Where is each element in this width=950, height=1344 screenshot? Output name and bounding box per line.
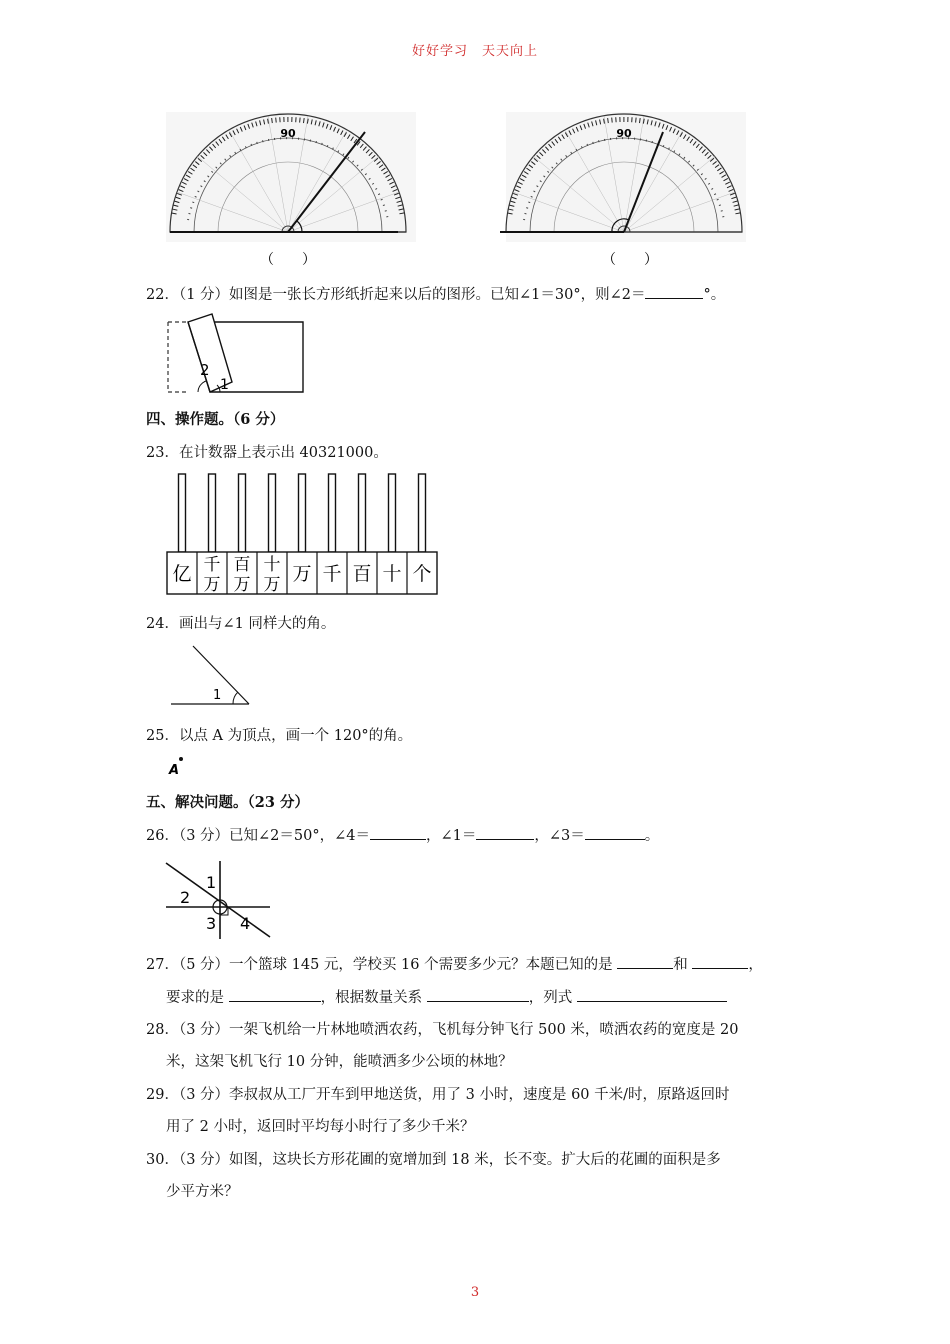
angle-label-1: 1	[206, 873, 217, 892]
question-27-line-1: 27．（5 分）一个篮球 145 元，学校买 16 个需要多少元？本题已知的是 和 ，	[146, 953, 763, 974]
question-27-line-2: 要求的是 ，根据数量关系 ，列式	[166, 986, 727, 1007]
protractor-figures	[160, 110, 760, 270]
section-5-heading: 五、解决问题。（23 分）	[146, 794, 309, 811]
page-number: 3	[470, 1285, 480, 1300]
protractor-90-label-right: 90	[616, 127, 632, 140]
intersecting-lines-figure	[162, 855, 274, 941]
question-26: 26．（3 分）已知∠2＝50°，∠4＝ ，∠1＝ ，∠3＝ 。	[146, 824, 659, 845]
answer-blank-27-known-2[interactable]	[692, 954, 748, 969]
angle-1-figure	[165, 640, 260, 710]
angle-2-label: 2	[200, 361, 210, 379]
folded-paper-figure	[160, 312, 310, 398]
abacus-rod[interactable]	[179, 474, 186, 552]
abacus-rod[interactable]	[419, 474, 426, 552]
abacus-figure	[165, 470, 440, 598]
protractor-answer-right: （ ）	[602, 252, 658, 268]
abacus-rod[interactable]	[329, 474, 336, 552]
answer-blank-26-angle1[interactable]	[476, 825, 534, 840]
abacus-rod[interactable]	[269, 474, 276, 552]
place-label-top: 千	[203, 555, 221, 575]
place-label: 十	[382, 563, 402, 585]
page-header: 好好学习 天天向上	[411, 44, 538, 59]
angle-1-label: 1	[220, 377, 229, 393]
angle-1-figure-label: 1	[213, 688, 222, 703]
question-22: 22．（1 分）如图是一张长方形纸折起来以后的图形。已知∠1＝30°，则∠2＝ °。	[146, 283, 725, 304]
place-label: 万	[292, 563, 312, 585]
place-label-bottom: 万	[233, 575, 251, 595]
place-label: 亿	[172, 563, 192, 585]
question-30-line-2: 少平方米？	[166, 1184, 239, 1200]
abacus-rod[interactable]	[359, 474, 366, 552]
answer-blank-22[interactable]	[645, 284, 703, 299]
question-24: 24．画出与∠1 同样大的角。	[146, 616, 336, 632]
question-28-line-2: 米，这架飞机飞行 10 分钟，能喷洒多少公顷的林地？	[166, 1054, 513, 1070]
angle-label-3: 3	[206, 914, 217, 933]
point-a-label: A	[169, 763, 180, 778]
answer-blank-26-angle3[interactable]	[585, 825, 645, 840]
place-label-top: 百	[233, 555, 251, 575]
abacus-rod[interactable]	[239, 474, 246, 552]
abacus-rod[interactable]	[209, 474, 216, 552]
protractor-90-label-left: 90	[280, 127, 296, 140]
angle-label-4: 4	[240, 914, 251, 933]
point-a-figure	[165, 752, 195, 780]
place-label: 百	[352, 563, 372, 585]
question-29-line-2: 用了 2 小时，返回时平均每小时行了多少千米？	[166, 1119, 475, 1135]
place-label-bottom: 万	[203, 575, 221, 595]
place-label-top: 十	[263, 555, 281, 575]
place-label: 个	[412, 563, 432, 585]
abacus-rod[interactable]	[299, 474, 306, 552]
question-23: 23．在计数器上表示出 40321000。	[146, 445, 388, 461]
answer-blank-27-formula[interactable]	[577, 987, 727, 1002]
section-4-heading: 四、操作题。（6 分）	[146, 411, 285, 428]
place-label: 千	[322, 563, 342, 585]
answer-blank-27-relation[interactable]	[427, 987, 529, 1002]
angle-label-2: 2	[180, 888, 191, 907]
answer-blank-26-angle4[interactable]	[370, 825, 426, 840]
abacus-rod[interactable]	[389, 474, 396, 552]
protractor-answer-left: （ ）	[260, 252, 316, 268]
answer-blank-27-asked[interactable]	[229, 987, 321, 1002]
question-30-line-1: 30．（3 分）如图，这块长方形花圃的宽增加到 18 米，长不变。扩大后的花圃的面积是多	[146, 1152, 721, 1168]
question-28-line-1: 28．（3 分）一架飞机给一片林地喷洒农药，飞机每分钟飞行 500 米，喷洒农药的宽度是 20	[146, 1022, 739, 1038]
place-label-bottom: 万	[263, 575, 281, 595]
question-29-line-1: 29．（3 分）李叔叔从工厂开车到甲地送货，用了 3 小时，速度是 60 千米/时，原路返回时	[146, 1087, 730, 1103]
answer-blank-27-known-1[interactable]	[617, 954, 673, 969]
question-25: 25．以点 A 为顶点，画一个 120°的角。	[146, 728, 413, 744]
